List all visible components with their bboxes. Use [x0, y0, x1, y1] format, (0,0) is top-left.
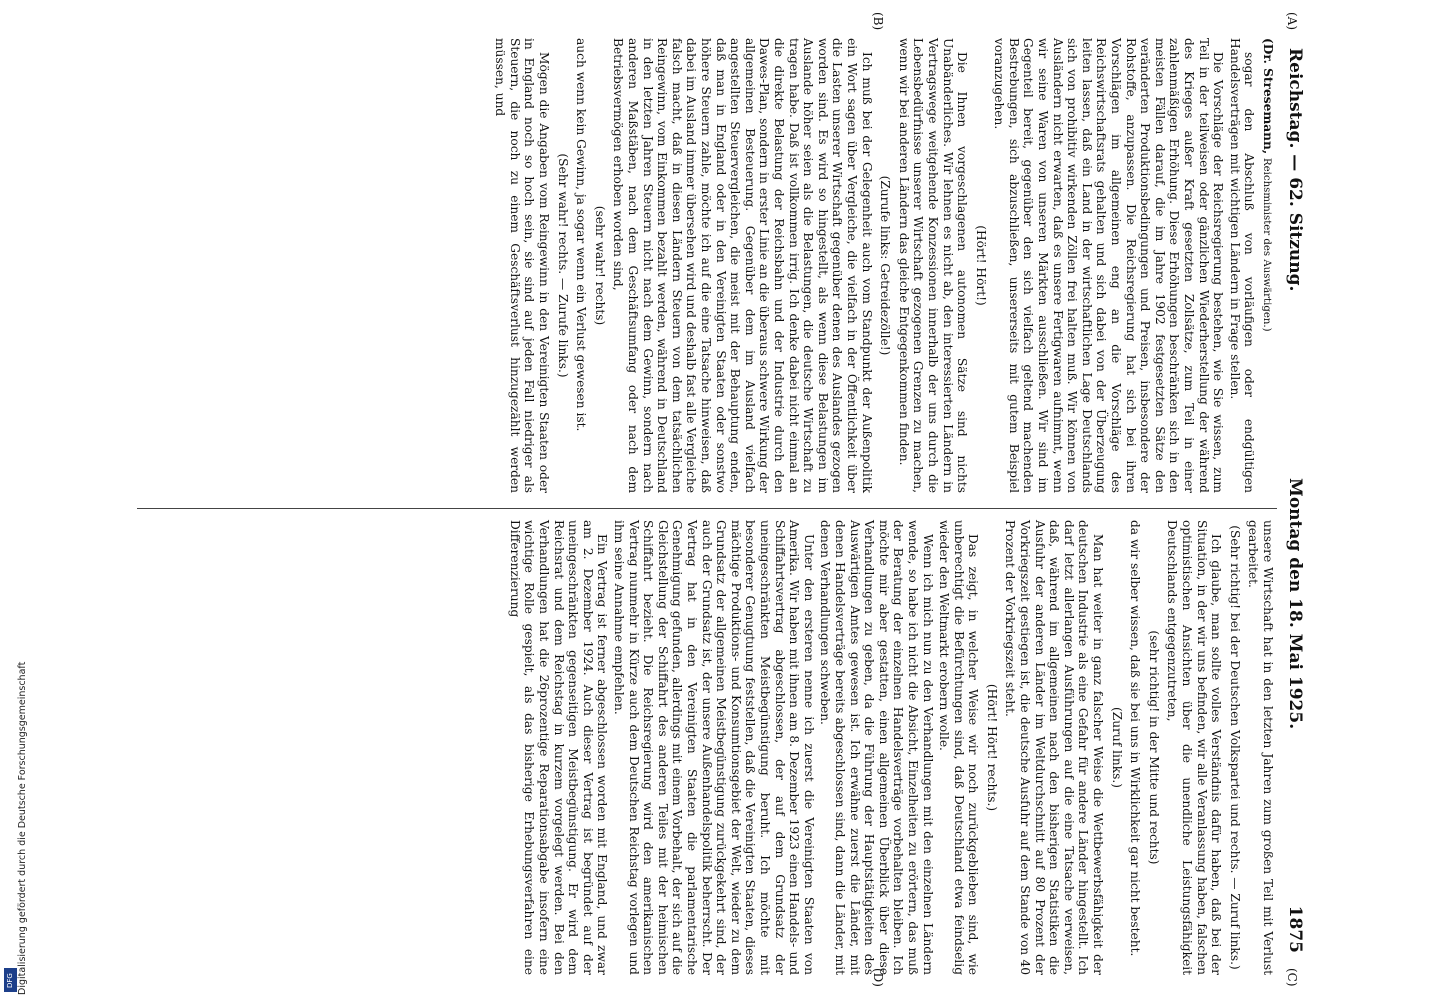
digitization-credit-strip — [0, 0, 28, 1000]
margin-letter-a: (A) — [1285, 12, 1299, 31]
logo-text: DFG — [6, 973, 14, 988]
paragraph: sogar den Abschluß von vorläufigen oder endgültigen Handelsverträgen mit wichtigen Ländern in Frage stellen. — [1227, 38, 1257, 493]
column-divider — [137, 508, 1277, 509]
paragraph: da wir selber wissen, daß sie bei uns in Wirklichkeit gar nicht besteht. — [1128, 520, 1143, 957]
page-number: 1875 — [1285, 905, 1305, 953]
interjection: (sehr wahr! rechts) — [592, 205, 607, 326]
paragraph: Die Vorschläge der Reichsregierung bestehen, wie Sie wissen, zum Teil in der teilweisen oder gänzlichen Wiederherstellung der während des Krieges außer Kraft gesetzten Zollsätze, zum Teil in einer zahlenmäßigen Erhöhung. Diese Erhöhungen beschränken sich in den meisten Fällen darauf, die im Jahre 1902 festgesetzten Sätze den veränderten Produktionsbedingungen und Preisen, insbesondere der Rohstoffe, anzupassen. Die Reichsregierung hat sich bei ihren Vorschlägen im allgemeinen eng an die Vorschläge des Reichswirtschaftsrats gehalten und sich dabei von der Überzeugung leiten lassen, daß ein Land in der wirtschaftlichen Lage Deutschlands sich von prohibitiv wirkenden Zöllen frei halten muß. Wir können von Ausländern nicht erwarten, daß es unsere Fertigwaren aufnimmt, wenn wir seine Waren von unseren Märkten ausschließen. Wir sind im Gegenteil bereit, gegenüber den sich vielfach geltend machenden Bestrebungen, sich abzuschließen, unsererseits mit gutem Beispiel voranzugehen. — [992, 38, 1226, 493]
paragraph: Ich glaube, man sollte volles Verständnis dafür haben, daß bei der Situation, in der wir uns befinden, wir alle Veranlassung haben, falschen optimistischen Ansichten über die unendliche Leistungsfähigkeit Deutschlands entgegenzutreten, — [1165, 520, 1224, 975]
interjection: (Zuruf links.) — [1109, 706, 1124, 789]
paragraph: Wenn ich mich nun zu den Verhandlungen mit den einzelnen Ländern wende, so habe ich nicht die Absicht, Einzelheiten zu erörtern, das muß der Beratung der einzelnen Handelsverträge vorbehalten bleiben. Ich möchte mir aber gestatten, einen allgemeinen Überblick über diese Verhandlungen zu geben, da die Führung der Hauptstätigkeiten des Auswärtigen Amtes gewesen ist. Ich erwähne zuerst die Länder, mit denen Handelsverträge bereits abgeschlossen sind, dann die Länder, mit denen Verhandlungen schweben. — [818, 520, 935, 975]
column-left — [491, 38, 1275, 493]
paragraph: Mögen die Angaben vom Reingewinn in den Vereinigten Staaten oder in England noch so hoch sein, sie sind auf jeden Fall niedriger als Steuern, die noch zu einem Geschäftsverlust hinzugezählt werden müssen, und — [493, 38, 552, 493]
paragraph: auch wenn kein Gewinn, ja sogar wenn ein Verlust gewesen ist. — [574, 38, 589, 432]
interjection: (Sehr wahr! rechts. — Zurufe links.) — [555, 153, 570, 378]
margin-letter-c: (C) — [1285, 968, 1299, 987]
paragraph: Die Ihnen vorgeschlagenen autonomen Sätze sind nichts Unabänderliches. Wir lehnen es nicht ab, den interessierten Ländern in Vertragswege weitgehende Konzessionen innerhalb der uns durch die Lebensbedürfnisse unserer Wirtschaft gezogenen Grenzen zu machen, wenn wir bei anderen Ländern das gleiche Entgegenkommen finden. — [896, 38, 970, 493]
interjection: (Hört! Hört!) — [973, 225, 988, 306]
header-session: Reichstag. — 62. Sitzung. — [1285, 48, 1305, 292]
margin-letter-b: (B) — [871, 12, 885, 31]
document-page — [125, 12, 1305, 987]
interjection: (Sehr richtig! bei der Deutschen Volkspartei und rechts. — Zuruf links.) — [1227, 525, 1242, 970]
paragraph: Man hat weiter in ganz falscher Weise die Wettbewerbsfähigkeit der deutschen Industrie als eine Gefahr für andere Länder hingestellt. Ich darf letzt allerlangen Ausführungen auf die eine Tatsache verweisen, daß, während im allgemeinen nach den bisherigen Statistiken die Ausfuhr der anderen Länder im Weltdurchschnitt auf 80 Prozent der Vorkriegszeit gestiegen ist, die deutsche Ausfuhr auf dem Stande von 40 Prozent der Vorkriegszeit steht. — [1003, 520, 1106, 975]
header-date: Montag den 18. Mai 1925. — [1285, 478, 1305, 730]
dfg-logo-icon — [4, 968, 17, 992]
interjection: (Hört! Hört! rechts.) — [984, 683, 999, 812]
speaker-byline — [1258, 38, 1275, 493]
digitization-credit: Digitalisierung gefördert durch die Deutsche Forschungsgemeinschaft — [17, 661, 28, 995]
page-header — [1283, 38, 1305, 953]
paragraph: unsere Wirtschaft hat in den letzten Jahren zum großen Teil mit Verlust gearbeitet. — [1246, 520, 1275, 975]
margin-letter-d: (D) — [871, 968, 885, 987]
paragraph: Das zeigt, in welcher Weise wir noch zurückgeblieben sind, wie unberechtigt die Befürchtungen sind, daß Deutschland etwa feindselig wieder den Weltmarkt erobern wolle. — [937, 520, 981, 975]
paragraph: Ich muß bei der Gelegenheit auch vom Standpunkt der Außenpolitik ein Wort sagen über Vergleiche, die vielfach in der Öffentlichkeit über die Lasten unserer Wirtschaft gegenüber denen des Auslandes gezogen worden sind. Es wird so hingestellt, als wenn diese Belastungen im Auslande höher seien als die Belastungen, die deutsche Wirtschaft zu tragen habe. Daß ist vollkommen irrig. Ich denke dabei nicht einmal an die direkte Belastung der Reichsbahn und der Industrie durch den Dawes-Plan, sondern in erster Linie an die überaus schwere Wirkung der allgemeinen Besteuerung. Gegenüber dem im Ausland vielfach angestellten Steuervergleichen, die meist mit der Behauptung enden, daß man in England oder in den Vereinigten Staaten oder sonstwo höhere Steuern zahle, möchte ich auf die eine Tatsache hinweisen, daß dabei im Ausland immer übersehen wird und deshalb fast alle Vergleiche falsch macht, daß in diesen Ländern Steuern von dem tatsächlichen Reingewinn, vom Einkommen bezahlt werden, während in Deutschland in den letzten Jahren Steuern nicht nach dem Gewinn, sondern nach anderen Maßstäben, nach dem Geschäftsumfang oder nach dem Betriebsvermögen erhoben worden sind, — [611, 38, 874, 493]
paragraph: Unter den ersteren nenne ich zuerst die Vereinigten Staaten von Amerika. Wir haben mit ihnen am 8. Dezember 1923 einen Handels- und Schiffahrtsvertrag abgeschlossen, der auf dem Grundsatz der uneingeschränkten Meistbegünstigung beruht. Ich möchte mit besonderer Genugtuung feststellen, daß die Vereinigten Staaten, dieses mächtige Produktions- und Konsumtionsgebiet der Welt, wieder zu dem Grundsatz der allgemeinen Meistbegünstigung zurückgekehrt sind, der auch der Grundsatz ist, der unsere Außenhandelspolitik beherrscht. Der Vertrag hat in den Vereinigten Staaten die parlamentarische Genehmigung gefunden, allerdings mit einem Vorbehalt, der sich auf die Gleichstellung der Schiffahrt des anderen Teiles mit der heimischen Schiffahrt bezieht. Die Reichsregierung wird den amerikanischen Vertrag nunmehr in Kürze auch dem Deutschen Reichstag vorlegen und ihm seine Annahme empfehlen. — [612, 520, 816, 975]
interjection: (sehr richtig! in der Mitte und rechts) — [1146, 630, 1161, 865]
column-right — [505, 520, 1275, 975]
speaker-name: (Dr. Stresemann, — [1261, 38, 1275, 155]
speaker-role: Reichsminister des Auswärtigen.) — [1261, 157, 1272, 332]
paragraph: Ein Vertrag ist ferner abgeschlossen worden mit England, und zwar am 2. Dezember 1924. Auch dieser Vertrag ist begründet auf der uneingeschränkten gegenseitigen Meistbegünstigung. Er wird dem Reichsrat und dem Reichstag in kurzem vorgelegt werden. Bei den Verhandlungen hat die 26prozentige Reparationsabgabe insofern eine wichtige Rolle gespielt, als das bisherige Erhebungsverfahren eine Differenzierung — [507, 520, 610, 975]
interjection: (Zurufe links: Getreidezölle!) — [878, 175, 893, 356]
